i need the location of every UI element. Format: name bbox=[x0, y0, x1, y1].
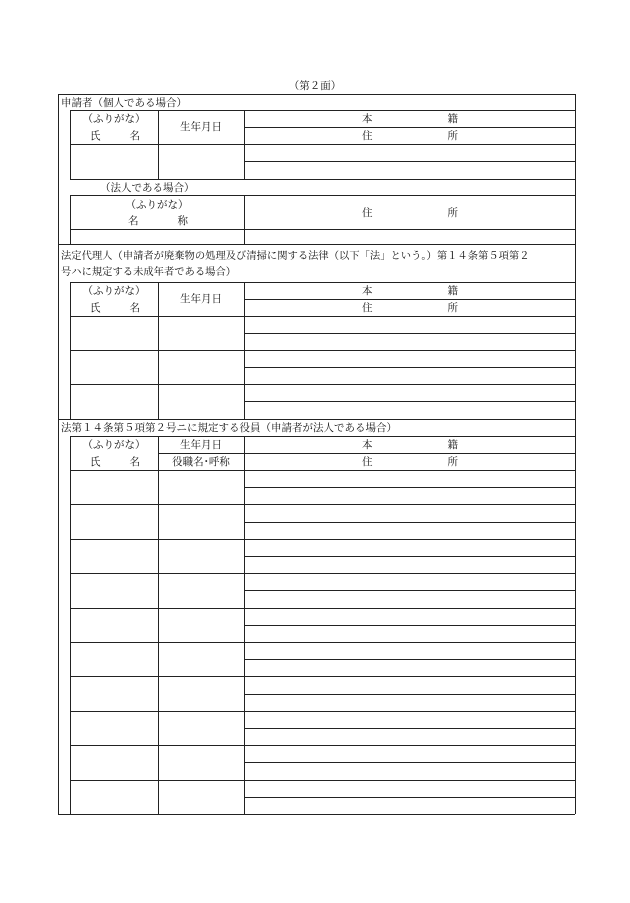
officer-row-separator bbox=[70, 642, 575, 643]
officer-row-mid-line bbox=[244, 797, 575, 798]
officer-row-separator bbox=[70, 676, 575, 677]
applicant-address-label: 住 所 bbox=[362, 130, 458, 142]
legal-rep-heading-line2: 号ハに規定する未成年者である場合） bbox=[61, 266, 237, 278]
corp-address-label: 住 所 bbox=[362, 207, 458, 219]
legal-rep-furigana-label: （ふりがな） bbox=[82, 285, 146, 297]
applicant-furigana-label: （ふりがな） bbox=[82, 113, 146, 125]
officer-row-mid-line bbox=[244, 728, 575, 729]
frame-right bbox=[575, 94, 576, 814]
corp-name-label: 名 称 bbox=[128, 215, 188, 227]
officer-row-mid-line bbox=[244, 762, 575, 763]
officers-title-label: 役職名･呼称 bbox=[172, 456, 230, 468]
applicant-heading: 申請者（個人である場合） bbox=[61, 97, 187, 109]
officer-row-mid-line bbox=[244, 590, 575, 591]
officer-row-separator bbox=[70, 573, 575, 574]
officers-address-label: 住 所 bbox=[362, 456, 458, 468]
legal-rep-address-label: 住 所 bbox=[362, 302, 458, 314]
officers-name-label: 氏 名 bbox=[90, 456, 140, 468]
officer-row-mid-line bbox=[244, 556, 575, 557]
officer-row-separator bbox=[70, 780, 575, 781]
frame-bottom bbox=[58, 814, 575, 815]
officers-furigana-label: （ふりがな） bbox=[82, 439, 146, 451]
officers-heading: 法第１４条第５項第２号ニに規定する役員（申請者が法人である場合） bbox=[61, 422, 397, 434]
applicant-name-label: 氏 名 bbox=[90, 130, 140, 142]
officer-row-mid-line bbox=[244, 625, 575, 626]
officer-row-mid-line bbox=[244, 659, 575, 660]
corp-heading: （法人である場合） bbox=[100, 182, 195, 194]
officer-row-separator bbox=[70, 539, 575, 540]
legal-rep-name-label: 氏 名 bbox=[90, 302, 140, 314]
officer-row-separator bbox=[70, 745, 575, 746]
officer-row-mid-line bbox=[244, 694, 575, 695]
officer-row-mid-line bbox=[244, 487, 575, 488]
applicant-birth-label: 生年月日 bbox=[180, 121, 222, 133]
frame-top bbox=[58, 94, 575, 95]
frame-left bbox=[58, 94, 59, 814]
officer-row-separator bbox=[70, 470, 575, 471]
officer-row-separator bbox=[70, 711, 575, 712]
officers-birth-label: 生年月日 bbox=[180, 439, 222, 451]
legal-rep-birth-label: 生年月日 bbox=[180, 293, 222, 305]
corp-furigana-label: （ふりがな） bbox=[125, 199, 189, 211]
applicant-honseki-label: 本 籍 bbox=[362, 113, 458, 125]
officers-honseki-label: 本 籍 bbox=[362, 439, 458, 451]
officer-row-separator bbox=[70, 608, 575, 609]
legal-rep-heading-line1: 法定代理人（申請者が廃棄物の処理及び清掃に関する法律（以下「法」という。）第１４条第５項第２ bbox=[61, 250, 530, 262]
officer-row-separator bbox=[70, 504, 575, 505]
officer-row-mid-line bbox=[244, 522, 575, 523]
legal-rep-honseki-label: 本 籍 bbox=[362, 285, 458, 297]
page-label: （第２面） bbox=[288, 80, 342, 92]
